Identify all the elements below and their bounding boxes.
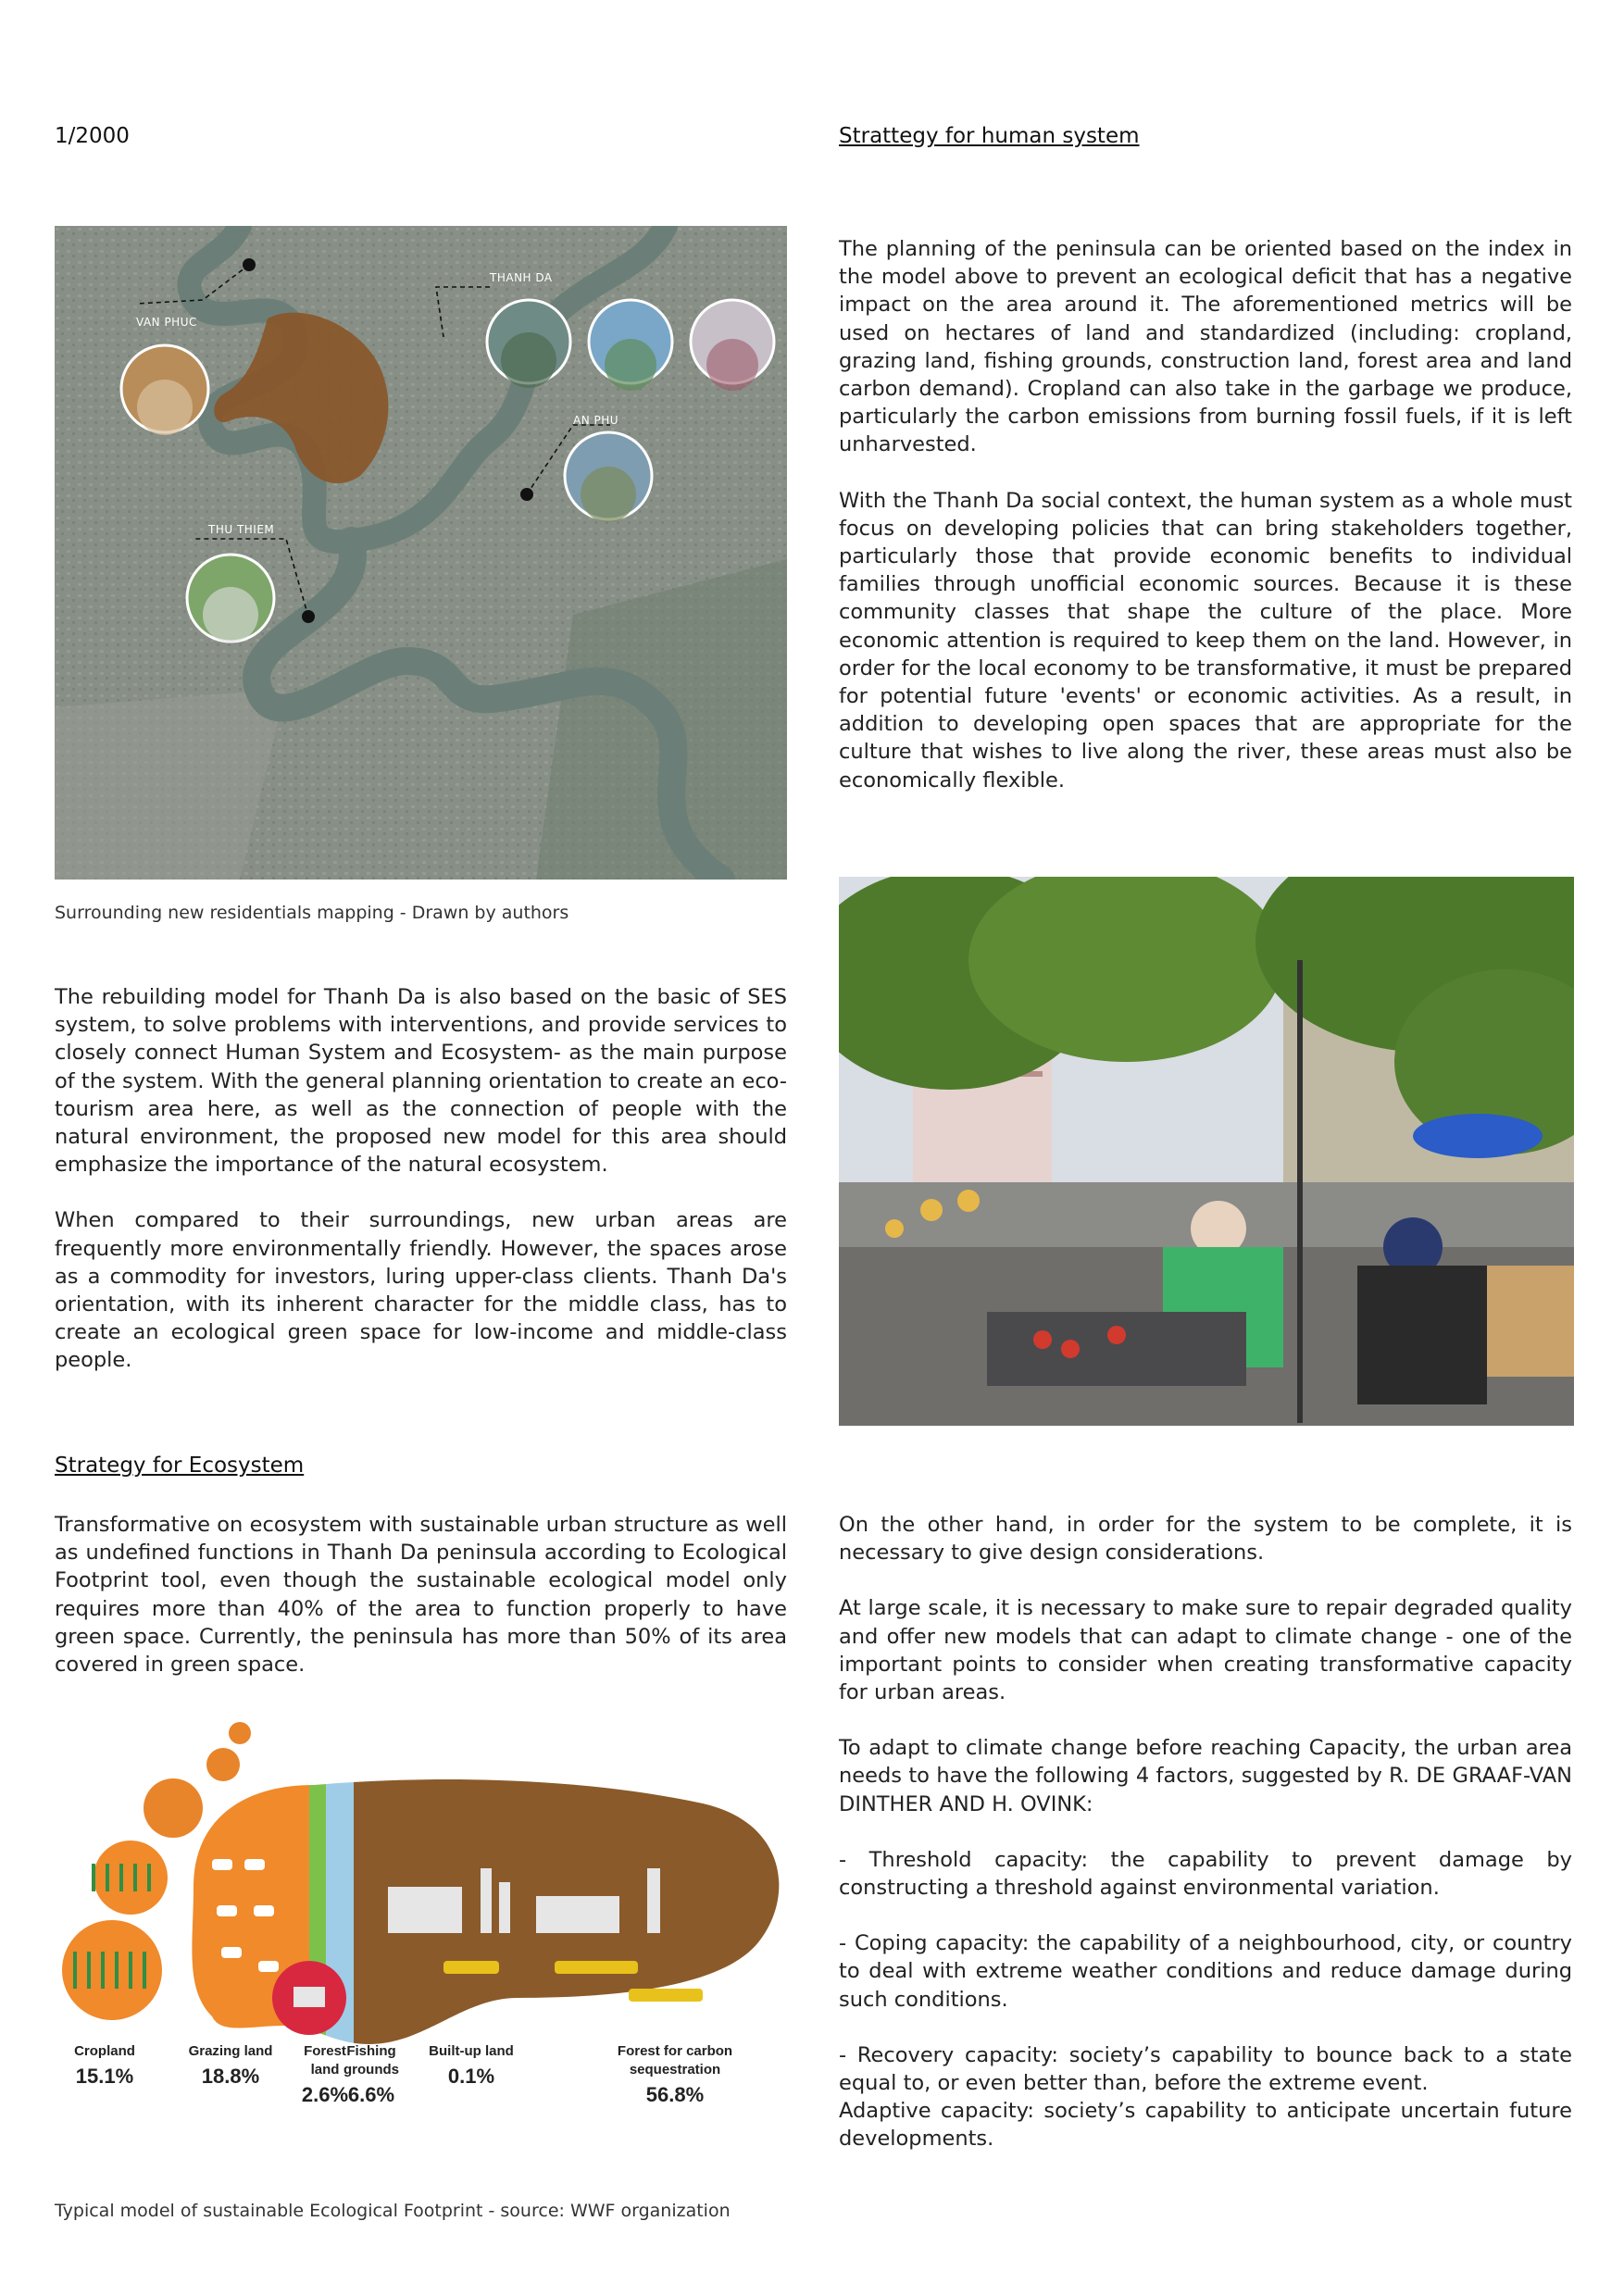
ses-paragraph-2: When compared to their surroundings, new urban areas are frequently more environmentally friendly. However, the spaces arose as a commodity for investors, luring upper-class clients. Thanh Da's orientation, with its inherent character for the middle class, has to create an ecological green space for low-income and middle-class people. — [55, 1208, 787, 1373]
footprint-value: 2.6% — [301, 2083, 349, 2106]
design-paragraph-2: At large scale, it is necessary to make sure to repair degraded quality and offer new models that can adapt to climate change - one of the important points to consider when creating transformative capacity for urban areas. — [839, 1596, 1572, 1705]
footprint-label: Forest for carbon — [617, 2043, 733, 2059]
ecosystem-text — [55, 1511, 787, 1706]
design-text — [839, 1511, 1572, 2181]
human-paragraph-1: The planning of the peninsula can be oriented based on the index in the model above to prevent an ecological deficit that has a negative impact on the area around it. The aforementioned metrics will be used on hectares of land and standardized (including: cropland, grazing land, fishing grounds, construction land, forest area and land carbon demand). Cropland can also take in the garbage we produce, particularly the carbon emissions from burning fossil fuels, if it is left unharvested. — [839, 237, 1572, 457]
footprint-value: 6.6% — [347, 2083, 395, 2106]
map-label-thanh-da: THANH DA — [490, 271, 553, 284]
map-caption: Surrounding new residentials mapping - Drawn by authors — [55, 903, 569, 923]
market-photo — [839, 877, 1574, 1426]
footprint-label: Cropland — [74, 2043, 135, 2059]
human-system-text — [839, 235, 1572, 822]
footprint-label: Built-up land — [429, 2043, 514, 2059]
design-paragraph-6a: - Recovery capacity: society’s capability to bounce back to a state equal to, or even better than, before the extreme event. — [839, 2042, 1572, 2096]
toe-4 — [94, 1841, 168, 1915]
footprint-value: 56.8% — [645, 2083, 705, 2106]
toe-2 — [206, 1748, 240, 1781]
footprint-value: 0.1% — [447, 2065, 495, 2088]
ses-text — [55, 983, 787, 1403]
footprint-label: Forest — [304, 2043, 346, 2059]
ecological-footprint-chart — [55, 1720, 795, 2118]
design-paragraph-4: - Threshold capacity: the capability to prevent damage by constructing a threshold against environmental variation. — [839, 1847, 1572, 1901]
toe-1 — [229, 1722, 251, 1744]
human-paragraph-2: With the Thanh Da social context, the human system as a whole must focus on developing policies that can bring stakeholders together, particularly those that provide economic benefits to individual families through unofficial economic sources. Because it is these community classes that shape the culture of the place. More economic attention is required to keep them on the land. However, in order for the local economy to be transformative, it must be prepared for potential future 'events' or economic activities. As a result, in addition to developing open spaces that are appropriate for the culture that wishes to live along the river, these areas must also be economically flexible. — [839, 488, 1572, 792]
footprint-caption: Typical model of sustainable Ecological Footprint - source: WWF organization — [55, 2201, 731, 2221]
map-label-an-phu: AN PHU — [573, 414, 619, 427]
ecosystem-title: Strategy for Ecosystem — [55, 1454, 305, 1478]
footprint-label-line2: sequestration — [629, 2062, 721, 2078]
footprint-label: Grazing land — [188, 2043, 273, 2059]
map-label-thu-thiem: THU THIEM — [208, 523, 275, 536]
toe-3 — [144, 1778, 203, 1838]
footprint-label-line2: land — [310, 2062, 340, 2078]
human-system-title: Strattegy for human system — [839, 124, 1140, 148]
design-paragraph-6b: Adaptive capacity: society’s capability to anticipate uncertain future developments. — [839, 2099, 1572, 2152]
ecosystem-paragraph-1: Transformative on ecosystem with sustainable urban structure as well as undefined functions in Thanh Da peninsula according to Ecological Footprint tool, even though the sustainable ecological model only requires more than 40% of the area to function properly to have green space. Currently, the peninsula has more than 50% of its area covered in green space. — [55, 1513, 787, 1678]
design-paragraph-5: - Coping capacity: the capability of a neighbourhood, city, or country to deal with extreme weather conditions and reduce damage during such conditions. — [839, 1931, 1572, 2012]
map-label-van-phuc: VAN PHUC — [136, 316, 197, 329]
residential-map — [55, 226, 787, 880]
ses-paragraph-1: The rebuilding model for Thanh Da is also based on the basic of SES system, to solve problems with interventions, and provide services to closely connect Human System and Ecosystem- as the main purpose of the system. With the general planning orientation to create an eco-tourism area here, as well as the connection of people with the natural environment, the proposed new model for this area should emphasize the importance of the natural ecosystem. — [55, 985, 787, 1178]
footprint-label: Fishing — [346, 2043, 396, 2059]
footprint-label-line2: grounds — [344, 2062, 399, 2078]
design-paragraph-1: On the other hand, in order for the system to be complete, it is necessary to give design considerations. — [839, 1513, 1572, 1566]
scale-label: 1/2000 — [55, 124, 130, 148]
footprint-value: 15.1% — [75, 2065, 134, 2088]
toe-5 — [62, 1920, 162, 2020]
footprint-value: 18.8% — [201, 2065, 260, 2088]
design-paragraph-3: To adapt to climate change before reaching Capacity, the urban area needs to have the following 4 factors, suggested by R. DE GRAAF-VAN DINTHER AND H. OVINK: — [839, 1736, 1572, 1816]
